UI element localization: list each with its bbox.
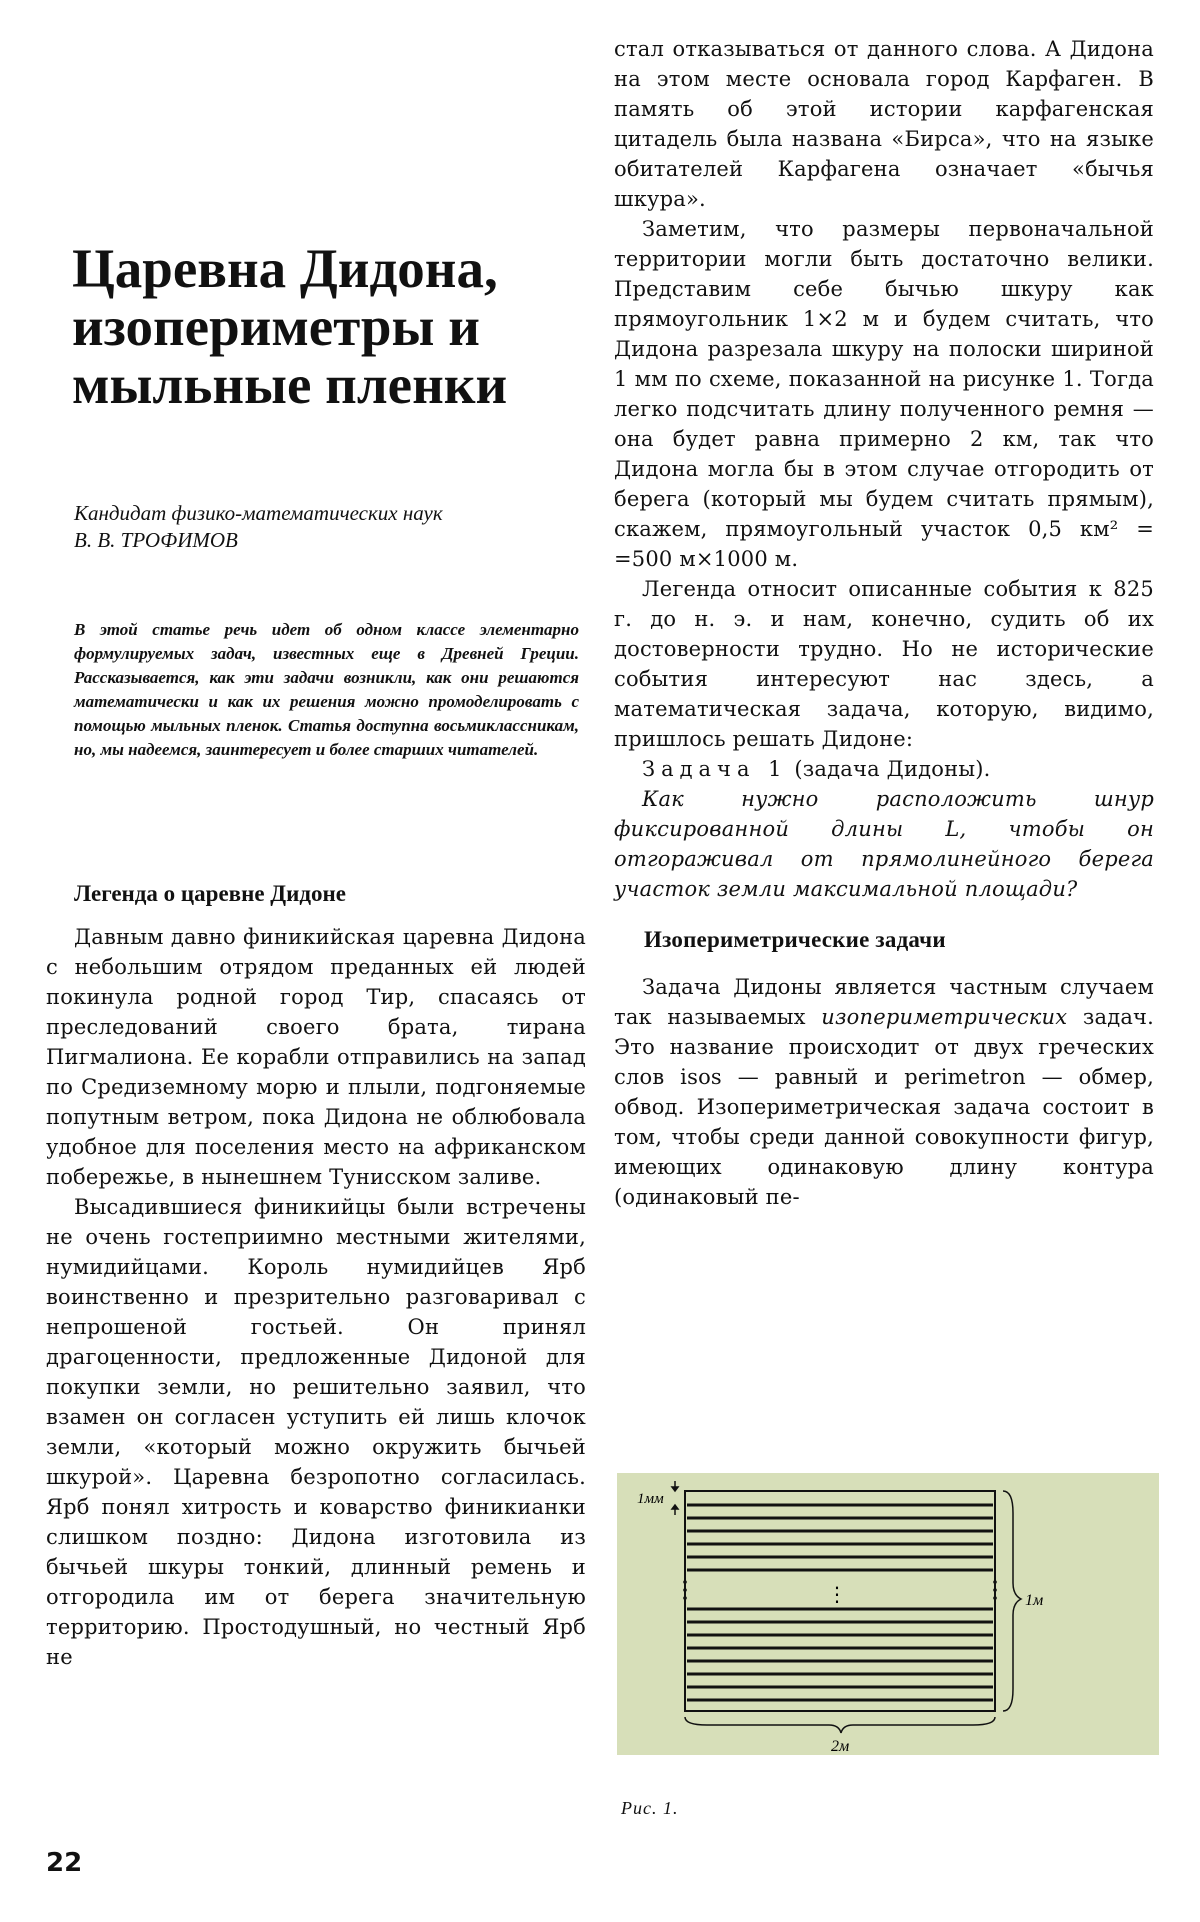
width-brace: [685, 1717, 995, 1733]
strip-lines-top: [687, 1505, 993, 1570]
figure-1: [617, 1473, 1159, 1755]
section-heading-legend: Легенда о царевне Дидоне: [74, 881, 346, 906]
task-statement: [614, 754, 1154, 784]
strip-width-arrow: [672, 1481, 678, 1515]
task-name: (задача Дидоны).: [794, 757, 991, 781]
author-block: [74, 500, 574, 554]
task-text: Как нужно расположить шнур фиксированной длины L, чтобы он отгораживал от прямолинейного берега участок земли максимальной площади?: [614, 787, 1154, 901]
figure-caption: Рис. 1.: [621, 1798, 679, 1818]
section-heading-isoperimetric: Изопериметрические задачи: [644, 927, 946, 952]
paragraph: стал отказываться от данного слова. А Дидона на этом месте основала город Карфаген. В память об этой истории карфагенская цитадель была названа «Бирса», что на языке обитателей Карфагена означает «бычья шкура».: [614, 37, 1154, 211]
strip-width-label: 1мм: [637, 1491, 664, 1507]
right-column-body: [614, 34, 1154, 1212]
height-brace: [1003, 1491, 1021, 1711]
author-degree: Кандидат физико-математических наук: [74, 501, 443, 525]
strip-lines-bottom: [687, 1609, 993, 1700]
width-label: 2м: [831, 1738, 850, 1755]
task-label: Задача 1: [642, 757, 788, 781]
hide-strip-diagram: [617, 1473, 1159, 1755]
paragraph: Давным давно финикийская царевна Дидона с небольшим отрядом преданных ей людей покинула родной город Тир, спасаясь от преследований своего брата, тирана Пигмалиона. Ее корабли отправились на запад по Средиземному морю и плыли, подгоняемые попутным ветром, пока Дидона не облюбовала удобное для поселения место на африканском побережье, в нынешнем Тунисском заливе.: [46, 925, 586, 1189]
paragraph: Заметим, что размеры первоначальной территории могли быть достаточно велики. Представим себе бычью шкуру как прямоугольник 1×2 м и будем считать, что Дидона разрезала шкуру на полоски шириной 1 мм по схеме, показанной на рисунке 1. Тогда легко подсчитать длину полученного ремня — она будет равна примерно 2 км, так что Дидона могла бы в этом случае отгородить от берега (который мы будем считать прямым), скажем, прямоугольный участок 0,5 км² = =500 м×1000 м.: [614, 217, 1154, 571]
right-edge-dots: [993, 1580, 997, 1600]
paragraph: Легенда относит описанные события к 825 г. до н. э. и нам, конечно, судить об их достоверности трудно. Но не исторические события интересуют нас здесь, а математическая задача, которую, видимо, пришлось решать Дидоне:: [614, 577, 1154, 751]
ellipsis-dots: ⋮: [827, 1582, 847, 1606]
paragraph: Высадившиеся финикийцы были встречены не очень гостеприимно местными жителями, нумидийцами. Король нумидийцев Ярб воинственно и презрительно разговаривал с непрошеной гостьей. Он принял драгоценности, предложенные Дидоной для покупки земли, но решительно заявил, что взамен он согласен уступить ей лишь клочок земли, «который можно окружить бычьей шкурой». Царевна безропотно согласилась. Ярб понял хитрость и коварство финикианки слишком поздно: Дидона изготовила из бычьей шкуры тонкий, длинный ремень и отгородила им от берега значительную территорию. Простодушный, но честный Ярб не: [46, 1195, 586, 1669]
term-italic: изопериметрических: [821, 1005, 1068, 1029]
paragraph: Задача Дидоны является частным случаем так называемых изопериметрических задач. Это название происходит от двух греческих слов isos — равный и perimetron — обмер, обвод. Изопериметрическая задача состоит в том, чтобы среди данной совокупности фигур, имеющих одинаковую длину контура (одинаковый пе-: [614, 975, 1155, 1209]
height-label: 1м: [1025, 1592, 1044, 1609]
left-edge-dots: [683, 1580, 687, 1600]
page-number: 22: [46, 1848, 83, 1878]
left-column-body: [46, 922, 586, 1672]
author-name: В. В. ТРОФИМОВ: [74, 528, 238, 552]
article-title: Царевна Дидона, изопериметры и мыльные пленки: [72, 238, 508, 415]
article-abstract: В этой статье речь идет об одном классе элементарно формулируемых задач, известных еще в Древней Греции. Рассказывается, как эти задачи возникли, как они решаются математически и как их решения можно промоделировать с помощью мыльных пленок. Статья доступна восьмиклассникам, но, мы надеемся, заинтересует и более старших читателей.: [74, 620, 579, 759]
